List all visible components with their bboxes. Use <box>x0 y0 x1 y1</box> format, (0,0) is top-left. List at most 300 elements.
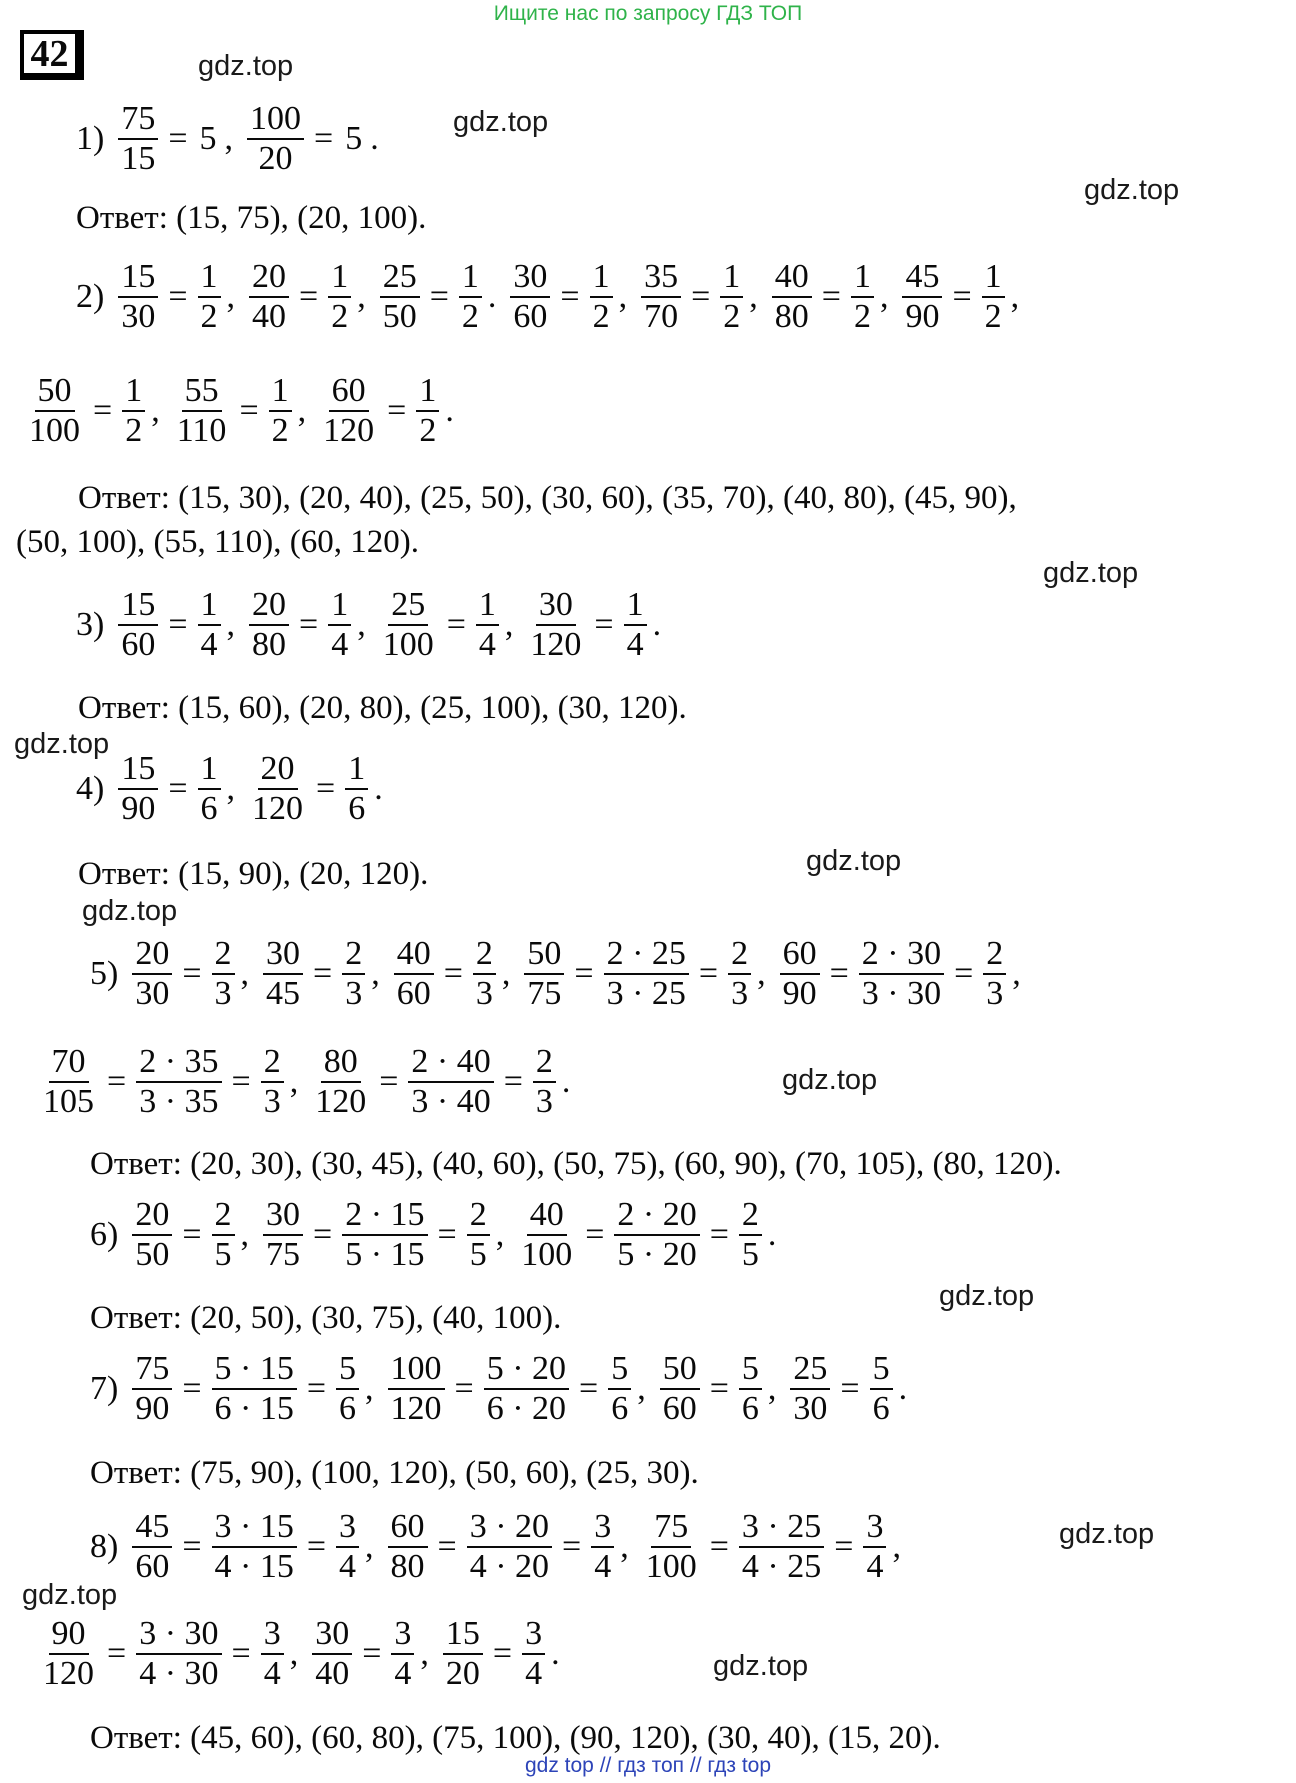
numerator: 1 <box>198 258 221 298</box>
punctuation: , <box>357 278 366 315</box>
equals-sign: = <box>299 278 319 315</box>
fraction <box>902 258 942 336</box>
punctuation: . <box>370 120 379 157</box>
item-number: 3) <box>76 606 105 643</box>
fraction <box>983 935 1006 1013</box>
numerator: 50 <box>524 935 564 975</box>
fraction <box>510 258 550 336</box>
denominator: 100 <box>645 1548 697 1585</box>
numerator: 2 · 15 <box>342 1196 427 1236</box>
numerator: 3 <box>336 1508 359 1548</box>
fraction <box>312 1615 352 1693</box>
denominator: 45 <box>266 975 301 1012</box>
equals-sign: = <box>709 1216 729 1253</box>
numerator: 30 <box>263 935 303 975</box>
numerator: 2 <box>533 1043 556 1083</box>
denominator: 6 <box>741 1390 759 1427</box>
numerator: 100 <box>388 1350 445 1390</box>
fraction <box>467 1508 552 1586</box>
numerator: 1 <box>198 750 221 790</box>
answer-line: Ответ: (75, 90), (100, 120), (50, 60), (25, 30). <box>90 1455 699 1491</box>
denominator: 4 <box>866 1548 884 1585</box>
fraction <box>739 1508 824 1586</box>
fraction <box>641 258 681 336</box>
equals-sign: = <box>231 1635 251 1672</box>
punctuation: , <box>151 392 160 429</box>
fraction <box>533 1043 556 1121</box>
equals-sign: = <box>454 1370 474 1407</box>
watermark: gdz.top <box>22 1579 118 1611</box>
denominator: 2 <box>200 298 218 335</box>
denominator: 4 <box>331 626 349 663</box>
denominator: 90 <box>135 1390 170 1427</box>
denominator: 80 <box>252 626 287 663</box>
denominator: 4 <box>525 1655 543 1692</box>
fraction <box>388 1508 428 1586</box>
punctuation: , <box>357 606 366 643</box>
numerator: 5 <box>739 1350 762 1390</box>
fraction <box>198 750 221 828</box>
fraction <box>643 1508 700 1586</box>
numerator: 45 <box>902 258 942 298</box>
fraction <box>591 1508 614 1586</box>
denominator: 2 <box>592 298 610 335</box>
numerator: 2 · 25 <box>604 935 689 975</box>
numerator: 20 <box>249 586 289 626</box>
denominator: 3 <box>731 975 749 1012</box>
denominator: 20 <box>258 140 293 177</box>
numerator: 3 <box>391 1615 414 1655</box>
numerator: 15 <box>443 1615 483 1655</box>
numerator: 15 <box>118 586 158 626</box>
fraction <box>345 750 368 828</box>
punctuation: , <box>501 955 511 992</box>
numerator: 40 <box>527 1196 567 1236</box>
denominator: 6 · 15 <box>214 1390 294 1427</box>
fraction <box>380 586 437 664</box>
equals-sign: = <box>362 1635 382 1672</box>
fraction <box>851 258 874 336</box>
numerator: 1 <box>982 258 1005 298</box>
punctuation: , <box>224 120 234 157</box>
numerator: 1 <box>624 586 647 626</box>
denominator: 4 · 25 <box>741 1548 822 1585</box>
denominator: 5 <box>214 1236 232 1273</box>
fraction <box>790 1350 830 1428</box>
denominator: 40 <box>315 1655 350 1692</box>
equals-sign: = <box>306 1370 327 1407</box>
denominator: 90 <box>121 790 156 827</box>
equation-line <box>76 258 1029 336</box>
equation-line <box>76 750 393 828</box>
equals-sign: = <box>560 278 580 315</box>
fraction <box>459 258 482 336</box>
denominator: 75 <box>266 1236 301 1273</box>
punctuation: , <box>504 606 514 643</box>
equals-sign: = <box>182 1528 202 1565</box>
numerator: 40 <box>772 258 812 298</box>
answer-line: Ответ: (45, 60), (60, 80), (75, 100), (90, 120), (30, 40), (15, 20). <box>90 1720 941 1756</box>
denominator: 50 <box>135 1236 170 1273</box>
fraction <box>136 1615 221 1693</box>
punctuation: , <box>289 1635 299 1672</box>
denominator: 2 <box>125 412 143 449</box>
fraction <box>136 1043 221 1121</box>
numerator: 75 <box>651 1508 691 1548</box>
denominator: 2 <box>461 298 479 335</box>
equals-sign: = <box>379 1063 399 1100</box>
fraction <box>780 935 820 1013</box>
fraction <box>772 258 812 336</box>
punctuation: . <box>898 1370 908 1407</box>
fraction <box>624 586 647 664</box>
fraction <box>484 1350 569 1428</box>
punctuation: . <box>445 392 454 429</box>
equation-line <box>90 1508 911 1586</box>
equals-sign: = <box>562 1528 582 1565</box>
watermark: gdz.top <box>782 1064 878 1096</box>
denominator: 20 <box>445 1655 480 1692</box>
fraction <box>590 258 613 336</box>
punctuation: , <box>420 1635 429 1672</box>
fraction <box>328 586 351 664</box>
punctuation: , <box>365 1370 374 1407</box>
equals-sign: = <box>443 955 463 992</box>
fraction <box>863 1508 886 1586</box>
denominator: 60 <box>662 1390 697 1427</box>
denominator: 4 <box>263 1655 281 1692</box>
numerator: 3 <box>522 1615 545 1655</box>
denominator: 2 <box>984 298 1002 335</box>
fraction <box>342 1196 427 1274</box>
punctuation: . <box>652 606 662 643</box>
equals-sign: = <box>709 1528 729 1565</box>
footer-banner: gdz top // гдз топ // гдз top <box>524 1754 772 1777</box>
equation-line <box>76 586 671 664</box>
equals-sign: = <box>594 606 614 643</box>
numerator: 3 <box>863 1508 886 1548</box>
numerator: 2 <box>728 935 751 975</box>
denominator: 120 <box>390 1390 442 1427</box>
denominator: 110 <box>176 412 227 449</box>
fraction <box>328 258 351 336</box>
fraction <box>518 1196 575 1274</box>
numerator: 3 <box>591 1508 614 1548</box>
denominator: 6 <box>611 1390 629 1427</box>
numerator: 3 <box>261 1615 284 1655</box>
fraction <box>394 935 434 1013</box>
fraction <box>132 935 172 1013</box>
denominator: 4 <box>478 626 496 663</box>
denominator: 5 · 15 <box>345 1236 425 1273</box>
numerator: 40 <box>394 935 434 975</box>
equation-line <box>90 935 1031 1013</box>
punctuation: . <box>487 278 497 315</box>
equals-sign: = <box>313 955 333 992</box>
numerator: 1 <box>720 258 743 298</box>
watermark: gdz.top <box>806 845 902 877</box>
punctuation: , <box>226 770 236 807</box>
denominator: 4 · 20 <box>469 1548 550 1585</box>
equals-sign: = <box>492 1635 513 1672</box>
fraction <box>212 935 235 1013</box>
punctuation: , <box>1010 278 1020 315</box>
denominator: 30 <box>793 1390 828 1427</box>
value: 5 <box>345 120 363 157</box>
numerator: 2 · 20 <box>614 1196 699 1236</box>
numerator: 2 <box>212 1196 235 1236</box>
numerator: 50 <box>660 1350 700 1390</box>
numerator: 20 <box>132 1196 172 1236</box>
answer-line: Ответ: (15, 75), (20, 100). <box>76 200 427 236</box>
denominator: 120 <box>323 412 375 449</box>
denominator: 2 <box>853 298 871 335</box>
fraction <box>473 935 496 1013</box>
fraction <box>118 586 158 664</box>
numerator: 25 <box>790 1350 830 1390</box>
equals-sign: = <box>182 955 202 992</box>
numerator: 3 · 30 <box>136 1615 221 1655</box>
equals-sign: = <box>107 1635 127 1672</box>
denominator: 90 <box>905 298 940 335</box>
denominator: 3 <box>345 975 363 1012</box>
equals-sign: = <box>316 770 336 807</box>
numerator: 55 <box>182 372 222 412</box>
denominator: 4 <box>594 1548 612 1585</box>
equals-sign: = <box>182 1216 202 1253</box>
equals-sign: = <box>231 1063 251 1100</box>
numerator: 20 <box>249 258 289 298</box>
item-number: 1) <box>76 120 105 157</box>
equals-sign: = <box>840 1370 860 1407</box>
equals-sign: = <box>107 1063 127 1100</box>
numerator: 20 <box>132 935 172 975</box>
fraction <box>212 1350 297 1428</box>
numerator: 2 <box>983 935 1006 975</box>
fraction <box>26 372 83 450</box>
punctuation: . <box>551 1635 560 1672</box>
fraction <box>249 258 289 336</box>
denominator: 30 <box>121 298 156 335</box>
numerator: 2 · 35 <box>136 1043 221 1083</box>
numerator: 3 · 15 <box>212 1508 297 1548</box>
denominator: 120 <box>530 626 582 663</box>
fraction <box>524 935 564 1013</box>
answer-line: Ответ: (20, 30), (30, 45), (40, 60), (50, 75), (60, 90), (70, 105), (80, 120). <box>90 1146 1062 1182</box>
denominator: 6 · 20 <box>486 1390 567 1427</box>
denominator: 4 <box>339 1548 357 1585</box>
denominator: 30 <box>135 975 170 1012</box>
equals-sign: = <box>691 278 711 315</box>
equals-sign: = <box>168 770 188 807</box>
numerator: 1 <box>459 258 482 298</box>
equation-line <box>36 1043 580 1121</box>
equals-sign: = <box>437 1528 457 1565</box>
fraction <box>261 1615 284 1693</box>
fraction <box>247 100 304 178</box>
punctuation: , <box>226 606 236 643</box>
numerator: 1 <box>590 258 613 298</box>
equation-line <box>90 1196 786 1274</box>
equals-sign: = <box>446 606 466 643</box>
numerator: 60 <box>388 1508 428 1548</box>
punctuation: , <box>297 392 307 429</box>
equation-line <box>36 1615 570 1693</box>
denominator: 4 · 30 <box>139 1655 219 1692</box>
fraction <box>132 1508 172 1586</box>
numerator: 3 · 20 <box>467 1508 552 1548</box>
numerator: 1 <box>122 372 145 412</box>
denominator: 5 · 20 <box>617 1236 697 1273</box>
watermark: gdz.top <box>82 895 178 927</box>
denominator: 80 <box>390 1548 425 1585</box>
numerator: 25 <box>380 258 420 298</box>
punctuation: , <box>879 278 889 315</box>
watermark: gdz.top <box>1059 1518 1155 1550</box>
fraction <box>859 935 944 1013</box>
numerator: 60 <box>329 372 369 412</box>
numerator: 15 <box>118 258 158 298</box>
equals-sign: = <box>429 278 449 315</box>
denominator: 105 <box>43 1083 94 1120</box>
equals-sign: = <box>299 606 319 643</box>
denominator: 120 <box>43 1655 94 1692</box>
fraction <box>739 1196 762 1274</box>
fraction <box>118 750 158 828</box>
denominator: 100 <box>29 412 80 449</box>
denominator: 2 <box>723 298 741 335</box>
item-number: 7) <box>90 1370 119 1407</box>
fraction <box>416 372 439 450</box>
item-number: 8) <box>90 1528 119 1565</box>
fraction <box>527 586 584 664</box>
equals-sign: = <box>437 1216 457 1253</box>
fraction <box>174 372 230 450</box>
fraction <box>212 1196 235 1274</box>
numerator: 1 <box>198 586 221 626</box>
punctuation: , <box>495 1216 505 1253</box>
value: 5 <box>199 120 217 157</box>
equals-sign: = <box>168 120 188 157</box>
fraction <box>263 1196 303 1274</box>
fraction <box>739 1350 762 1428</box>
numerator: 30 <box>510 258 550 298</box>
punctuation: , <box>637 1370 646 1407</box>
denominator: 3 · 30 <box>861 975 942 1012</box>
numerator: 80 <box>321 1043 361 1083</box>
numerator: 2 <box>473 935 496 975</box>
fraction <box>720 258 743 336</box>
numerator: 60 <box>780 935 820 975</box>
numerator: 25 <box>388 586 428 626</box>
equals-sign: = <box>585 1216 605 1253</box>
equals-sign: = <box>168 278 188 315</box>
denominator: 6 <box>200 790 218 827</box>
punctuation: . <box>374 770 383 807</box>
fraction <box>40 1043 97 1121</box>
fraction <box>261 1043 284 1121</box>
numerator: 1 <box>328 258 351 298</box>
fraction <box>728 935 751 1013</box>
numerator: 70 <box>49 1043 89 1083</box>
fraction <box>467 1196 490 1274</box>
numerator: 1 <box>345 750 368 790</box>
answer-line: Ответ: (15, 60), (20, 80), (25, 100), (30, 120). <box>78 690 687 726</box>
fraction <box>249 586 289 664</box>
denominator: 60 <box>513 298 548 335</box>
fraction <box>122 372 145 450</box>
denominator: 3 <box>475 975 493 1012</box>
numerator: 35 <box>641 258 681 298</box>
punctuation: , <box>618 278 628 315</box>
equals-sign: = <box>834 1528 854 1565</box>
equals-sign: = <box>306 1528 327 1565</box>
numerator: 1 <box>851 258 874 298</box>
punctuation: . <box>561 1063 571 1100</box>
numerator: 5 · 15 <box>212 1350 297 1390</box>
answer-line: Ответ: (15, 90), (20, 120). <box>78 856 429 892</box>
denominator: 3 <box>263 1083 281 1120</box>
denominator: 75 <box>527 975 562 1012</box>
punctuation: , <box>620 1528 629 1565</box>
denominator: 6 <box>348 790 366 827</box>
numerator: 5 · 20 <box>484 1350 569 1390</box>
punctuation: , <box>289 1063 299 1100</box>
fraction <box>982 258 1005 336</box>
watermark: gdz.top <box>939 1280 1035 1312</box>
equals-sign: = <box>239 392 259 429</box>
numerator: 75 <box>118 100 158 140</box>
item-number: 4) <box>76 770 105 807</box>
fraction <box>249 750 306 828</box>
fraction <box>608 1350 631 1428</box>
fraction <box>118 100 158 178</box>
equals-sign: = <box>954 955 974 992</box>
equals-sign: = <box>314 120 334 157</box>
fraction <box>336 1350 359 1428</box>
numerator: 5 <box>870 1350 893 1390</box>
fraction <box>198 586 221 664</box>
denominator: 6 <box>339 1390 357 1427</box>
top-banner: Ищите нас по запросу ГДЗ ТОП <box>493 2 803 25</box>
punctuation: , <box>226 278 236 315</box>
fraction <box>132 1350 172 1428</box>
equals-sign: = <box>709 1370 729 1407</box>
fraction <box>408 1043 493 1121</box>
numerator: 3 · 25 <box>739 1508 824 1548</box>
denominator: 60 <box>135 1548 170 1585</box>
numerator: 2 <box>342 935 365 975</box>
punctuation: , <box>767 1370 777 1407</box>
equals-sign: = <box>387 392 407 429</box>
item-number: 5) <box>90 955 119 992</box>
answer-line: (50, 100), (55, 110), (60, 120). <box>16 524 419 560</box>
equals-sign: = <box>182 1370 202 1407</box>
denominator: 4 <box>626 626 644 663</box>
denominator: 100 <box>382 626 434 663</box>
denominator: 2 <box>419 412 437 449</box>
fraction <box>212 1508 297 1586</box>
denominator: 60 <box>121 626 156 663</box>
punctuation: , <box>240 955 250 992</box>
denominator: 90 <box>782 975 817 1012</box>
numerator: 2 · 30 <box>859 935 944 975</box>
numerator: 1 <box>328 586 351 626</box>
fraction <box>312 1043 369 1121</box>
numerator: 2 <box>261 1043 284 1083</box>
numerator: 75 <box>132 1350 172 1390</box>
equals-sign: = <box>574 955 594 992</box>
